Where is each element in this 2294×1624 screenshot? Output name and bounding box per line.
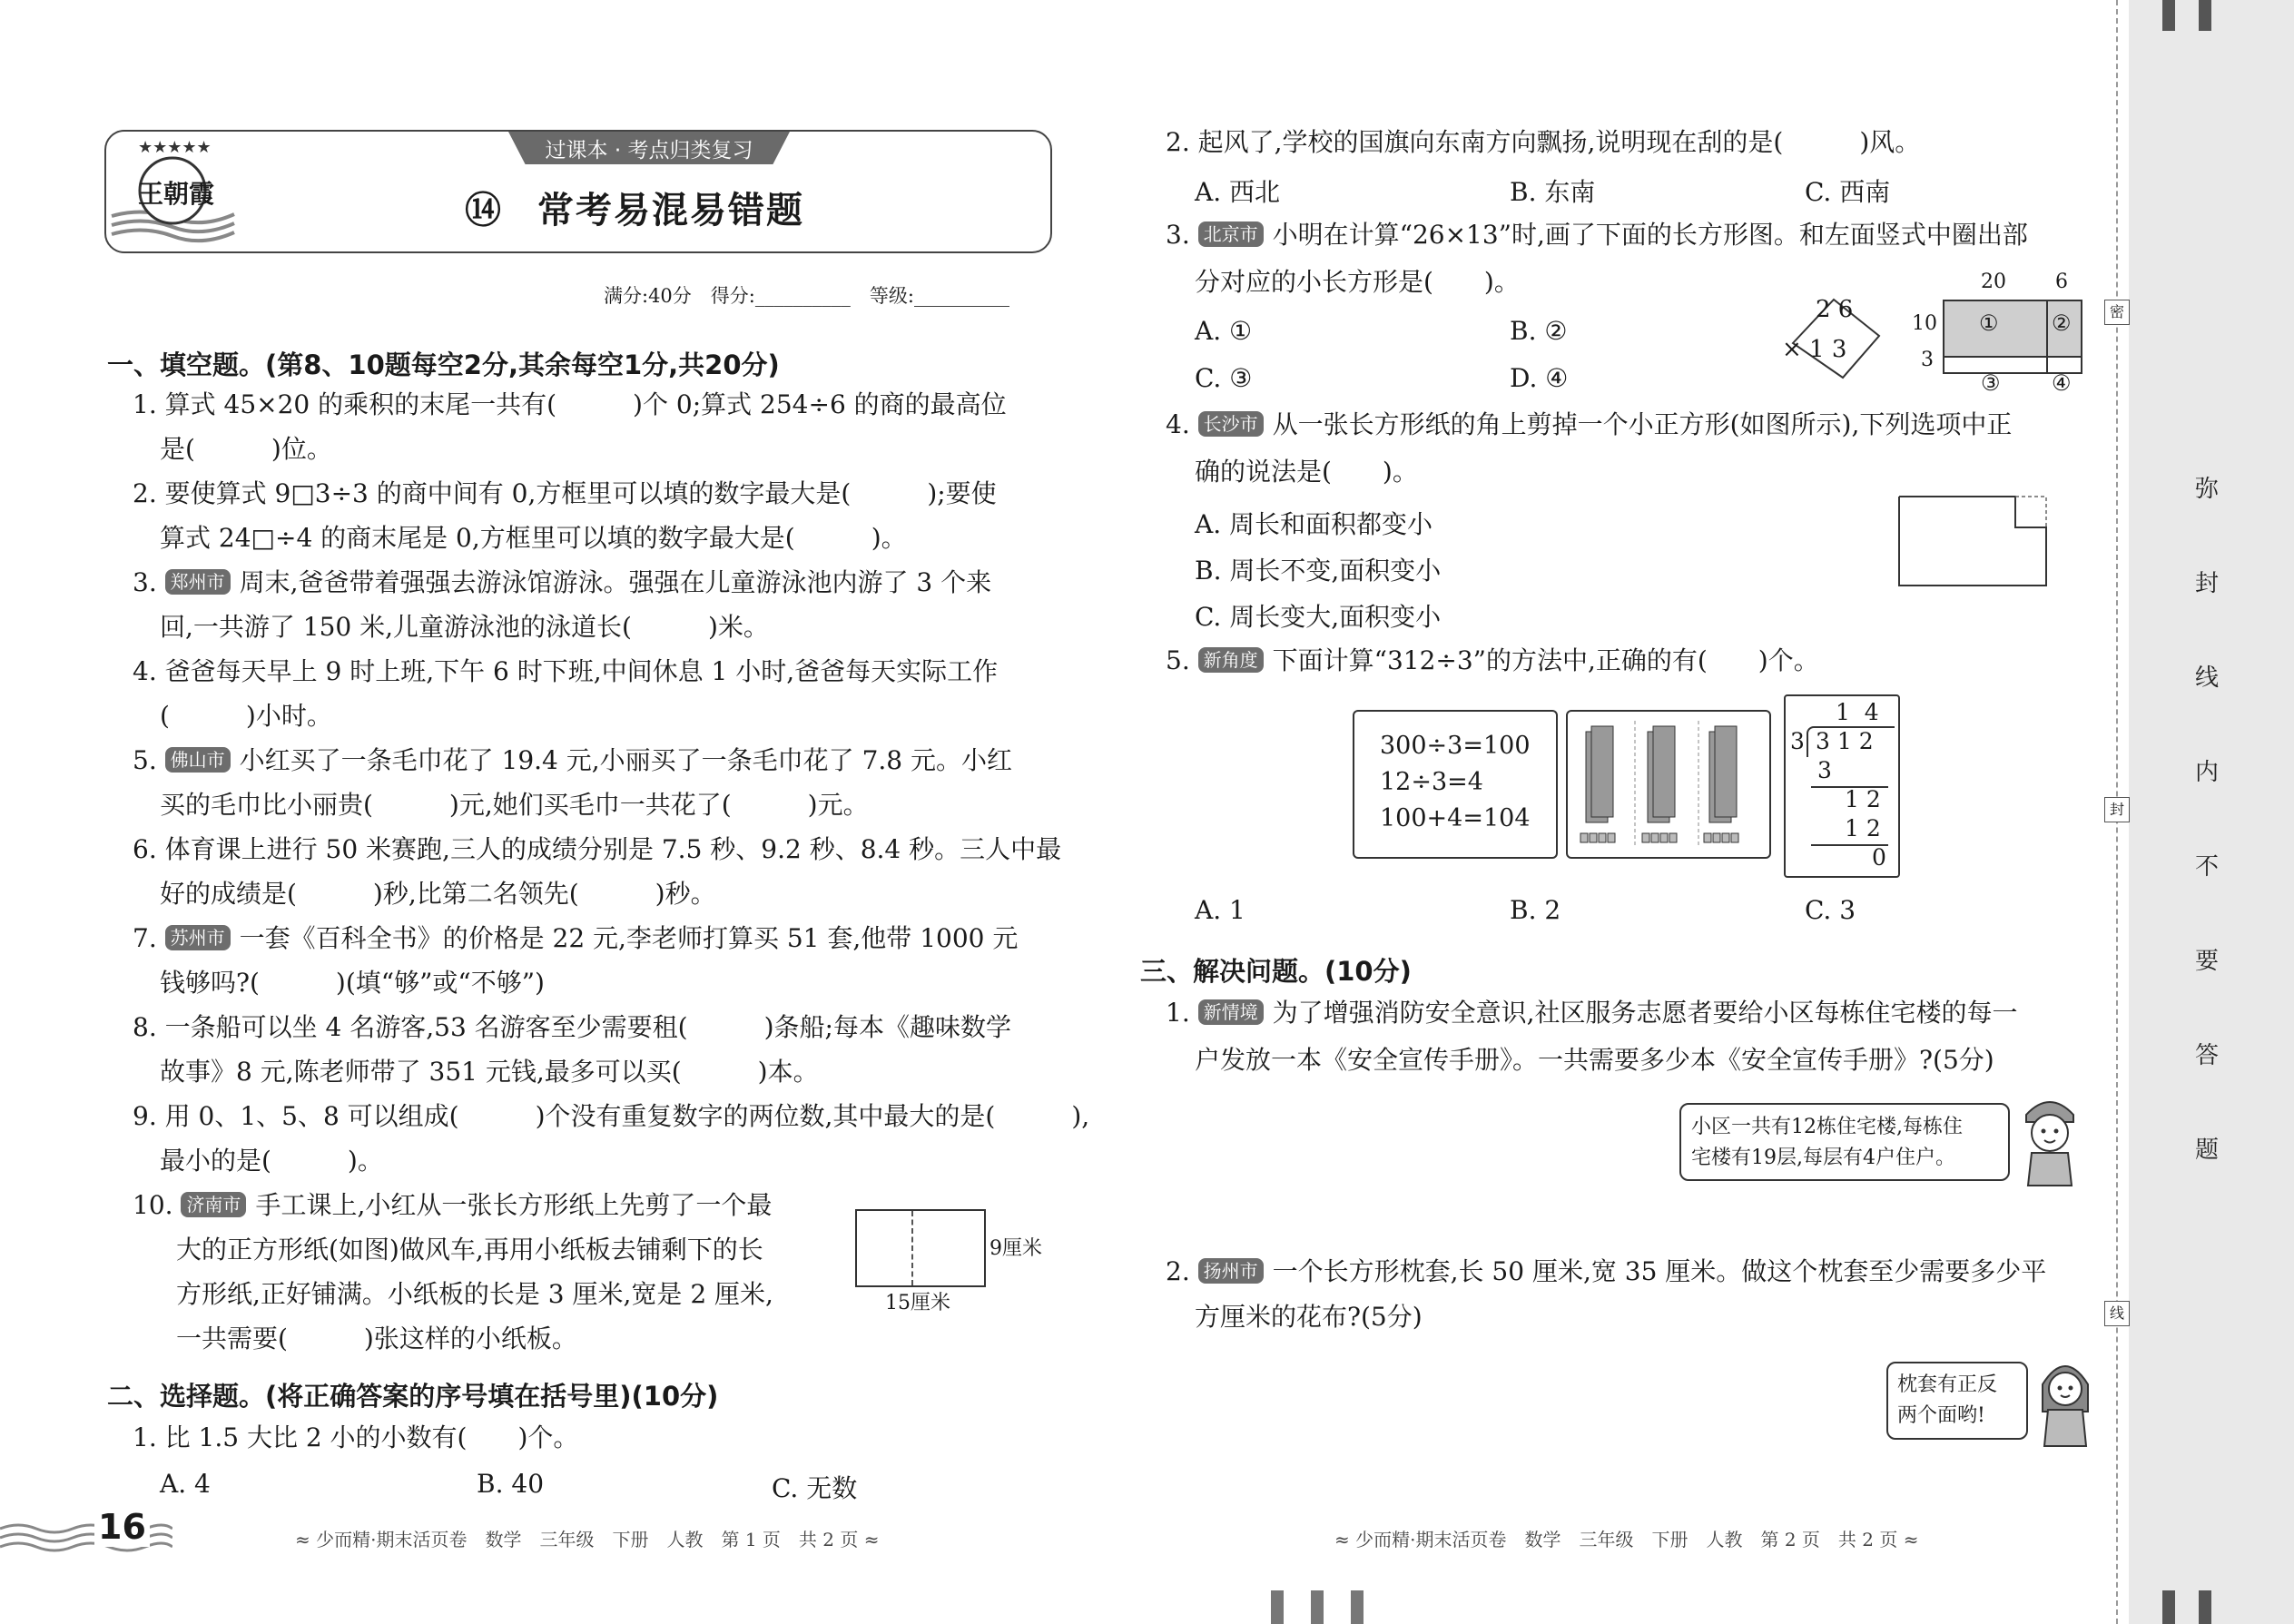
s3-line2: 分对应的小长方形是( )。: [1195, 267, 1520, 297]
q10-line4: 一共需要( )张这样的小纸板。: [176, 1324, 577, 1353]
q7-line1: 7. 苏州市 一套《百科全书》的价格是 22 元,李老师打算买 51 套,他带 1000 元: [133, 923, 1019, 953]
girl-illustration: [2013, 1088, 2086, 1187]
q1-line2: 是( )位。: [160, 434, 332, 464]
s4-line1: 4. 长沙市 从一张长方形纸的角上剪掉一个小正方形(如图所示),下列选项中正: [1166, 409, 2013, 439]
s5-option-c: C. 3: [1805, 895, 1856, 925]
q4-line2: ( )小时。: [160, 701, 332, 731]
p1-text: 为了增强消防安全意识,社区服务志愿者要给小区每栋住宅楼的每一: [1272, 998, 2018, 1028]
q10-line3: 方形纸,正好铺满。小纸板的长是 3 厘米,宽是 2 厘米,: [176, 1279, 773, 1309]
s5-div-dividend: 3 1 2: [1816, 728, 1874, 754]
page-title: 常考易混易错题: [537, 190, 804, 231]
region-tag: 苏州市: [165, 925, 231, 950]
s4-option-b: B. 周长不变,面积变小: [1195, 556, 1442, 586]
s1-text: 1. 比 1.5 大比 2 小的小数有( )个。: [133, 1422, 579, 1452]
s2-text: 2. 起风了,学校的国旗向东南方向飘扬,说明现在刮的是( )风。: [1166, 127, 1921, 157]
strip-bottom-marks: [2162, 1590, 2235, 1624]
q10-line1: 10. 济南市 手工课上,小红从一张长方形纸上先剪了一个最: [133, 1190, 773, 1220]
q9-line1: 9. 用 0、1、5、8 可以组成( )个没有重复数字的两位数,其中最大的是( ),: [133, 1101, 1090, 1131]
bottom-marks: [1271, 1590, 1371, 1624]
q10-text: 手工课上,小红从一张长方形纸上先剪了一个最: [255, 1190, 773, 1220]
q5-line1: 5. 佛山市 小红买了一条毛巾花了 19.4 元,小丽买了一条毛巾花了 7.8 元。小红: [133, 745, 1013, 775]
q10-height-label: 9厘米: [989, 1237, 1042, 1260]
region-tag: 郑州市: [165, 569, 231, 595]
strip-char: 要: [2195, 948, 2220, 975]
s3-cell-3: ③: [1981, 370, 2001, 396]
s5-text: 下面计算“312÷3”的方法中,正确的有( )个。: [1272, 645, 1819, 675]
s1-option-a: A. 4: [160, 1469, 211, 1499]
q5-text: 小红买了一条毛巾花了 19.4 元,小丽买了一条毛巾花了 7.8 元。小红: [239, 745, 1013, 775]
binding-strip: [2129, 0, 2294, 1624]
q3-text: 周末,爸爸带着强强去游泳馆游泳。强强在儿童游泳池内游了 3 个来: [239, 567, 992, 597]
s5-method-2: [1566, 710, 1771, 859]
s4-line2: 确的说法是( )。: [1195, 457, 1418, 487]
s3-text: 小明在计算“26×13”时,画了下面的长方形图。和左面竖式中圈出部: [1272, 220, 2028, 250]
strip-char: 弥: [2195, 476, 2220, 503]
s1-option-b: B. 40: [477, 1469, 545, 1499]
s5-line1: 5. 新角度 下面计算“312÷3”的方法中,正确的有( )个。: [1166, 645, 1819, 675]
s2-option-a: A. 西北: [1195, 177, 1281, 207]
section-2-title: 二、选择题。(将正确答案的序号填在括号里)(10分): [107, 1381, 719, 1412]
p1-line1: 1. 新情境 为了增强消防安全意识,社区服务志愿者要给小区每栋住宅楼的每一: [1166, 998, 2018, 1028]
s3-option-b: B. ②: [1510, 316, 1568, 346]
p1-bubble-line1: 小区一共有12栋住宅楼,每栋住: [1691, 1116, 1963, 1138]
s3-option-c: C. ③: [1195, 363, 1253, 393]
s3-option-d: D. ④: [1510, 363, 1569, 393]
footer-right: ≈ 少而精·期末活页卷 数学 三年级 下册 人教 第 2 页 共 2 页 ≈: [1334, 1529, 1919, 1550]
region-tag: 佛山市: [165, 747, 231, 773]
s3-calc-bottom: × 1 3: [1782, 336, 1847, 363]
s3-label-10: 10: [1912, 312, 1937, 335]
q1-line1: 1. 算式 45×20 的乘积的末尾一共有( )个 0;算式 254÷6 的商的最高位: [133, 389, 1007, 419]
s5-option-a: A. 1: [1195, 895, 1245, 925]
svg-text:★★★★★: ★★★★★: [138, 138, 212, 157]
strip-char: 不: [2195, 853, 2220, 881]
q6-line1: 6. 体育课上进行 50 米赛跑,三人的成绩分别是 7.5 秒、9.2 秒、8.4 秒。三人中最: [133, 834, 1062, 864]
s2-option-b: B. 东南: [1510, 177, 1596, 207]
banner-text: 过课本 · 考点归类复习: [545, 139, 753, 162]
strip-char: 内: [2195, 759, 2220, 786]
q4-line1: 4. 爸爸每天早上 9 时上班,下午 6 时下班,中间休息 1 小时,爸爸每天实际工作: [133, 656, 999, 686]
q5-line2: 买的毛巾比小丽贵( )元,她们买毛巾一共花了( )元。: [160, 790, 869, 820]
footer-left: ≈ 少而精·期末活页卷 数学 三年级 下册 人教 第 1 页 共 2 页 ≈: [295, 1529, 880, 1550]
s5-option-b: B. 2: [1510, 895, 1561, 925]
s4-option-c: C. 周长变大,面积变小: [1195, 602, 1442, 632]
s5-div-step1: 3: [1817, 757, 1832, 783]
strip-char: 题: [2195, 1137, 2220, 1164]
q2-line2: 算式 24□÷4 的商末尾是 0,方框里可以填的数字最大是( )。: [160, 523, 907, 553]
q10-width-label: 15厘米: [885, 1292, 950, 1314]
q8-line1: 8. 一条船可以坐 4 名游客,53 名游客至少需要租( )条船;每本《趣味数学: [133, 1012, 1011, 1042]
q7-text: 一套《百科全书》的价格是 22 元,李老师打算买 51 套,他带 1000 元: [239, 923, 1019, 953]
seal-box-1: 密: [2104, 300, 2130, 325]
region-tag: 济南市: [181, 1192, 246, 1217]
seal-box-2: 封: [2104, 797, 2130, 822]
s3-cell-1: ①: [1979, 310, 1999, 336]
q3-line1: 3. 郑州市 周末,爸爸带着强强去游泳馆游泳。强强在儿童游泳池内游了 3 个来: [133, 567, 992, 597]
s1-option-c: C. 无数: [772, 1473, 858, 1503]
q3-line2: 回,一共游了 150 米,儿童游泳池的泳道长( )米。: [160, 612, 769, 642]
s4-option-a: A. 周长和面积都变小: [1195, 509, 1433, 539]
q6-line2: 好的成绩是( )秒,比第二名领先( )秒。: [160, 879, 716, 909]
s3-label-6: 6: [2055, 271, 2068, 293]
s5-div-step2: 1 2: [1845, 786, 1881, 812]
s3-label-20: 20: [1981, 271, 2006, 293]
s4-figure: [1897, 495, 2050, 587]
p1-line2: 户发放一本《安全宣传手册》。一共需要多少本《安全宣传手册》?(5分): [1195, 1045, 1994, 1075]
region-tag: 北京市: [1198, 221, 1264, 247]
girl-illustration-2: [2033, 1348, 2097, 1448]
region-tag: 扬州市: [1198, 1258, 1264, 1284]
p2-bubble-line1: 枕套有正反: [1897, 1373, 1998, 1396]
p2-bubble-line2: 两个面哟!: [1897, 1404, 1985, 1427]
q8-line2: 故事》8 元,陈老师带了 351 元钱,最多可以买( )本。: [160, 1057, 819, 1087]
s3-line1: 3. 北京市 小明在计算“26×13”时,画了下面的长方形图。和左面竖式中圈出部: [1166, 220, 2028, 250]
s5-div-divisor: 3: [1790, 728, 1805, 754]
s5-method-1-line3: 100+4=104: [1380, 804, 1531, 832]
section-3-title: 三、解决问题。(10分): [1140, 956, 1412, 987]
s3-cell-2: ②: [2052, 310, 2072, 336]
s3-calc-top: 2 6: [1816, 296, 1854, 323]
s3-option-a: A. ①: [1195, 316, 1253, 346]
p2-line2: 方厘米的花布?(5分): [1195, 1302, 1423, 1332]
page-number: 16: [94, 1507, 150, 1547]
logo-text: 王朝霞: [138, 179, 215, 209]
s5-div-step3: 1 2: [1845, 815, 1881, 842]
q10-figure: [855, 1209, 986, 1287]
q10-line2: 大的正方形纸(如图)做风车,再用小纸板去铺剩下的长: [176, 1235, 763, 1265]
s3-label-3: 3: [1921, 349, 1934, 371]
strip-char: 答: [2195, 1042, 2220, 1069]
p2-text: 一个长方形枕套,长 50 厘米,宽 35 厘米。做这个枕套至少需要多少平: [1272, 1256, 2047, 1286]
s5-div-quotient: 1 4: [1836, 699, 1879, 725]
region-tag: 新角度: [1198, 647, 1264, 673]
context-tag: 新情境: [1198, 999, 1264, 1025]
title-number: ⑭: [465, 190, 501, 231]
score-line: 满分:40分 得分:__________ 等级:__________: [604, 285, 1009, 307]
s5-method-1-line2: 12÷3=4: [1380, 768, 1483, 796]
section-1-title: 一、填空题。(第8、10题每空2分,其余每空1分,共20分): [107, 349, 780, 380]
strip-char: 封: [2195, 570, 2220, 597]
s5-method-1-line1: 300÷3=100: [1380, 732, 1531, 760]
q9-line2: 最小的是( )。: [160, 1146, 383, 1176]
p1-bubble-line2: 宅楼有19层,每层有4户住户。: [1691, 1147, 1955, 1169]
strip-char: 线: [2195, 664, 2220, 692]
s4-text: 从一张长方形纸的角上剪掉一个小正方形(如图所示),下列选项中正: [1272, 409, 2013, 439]
strip-top-marks: [2162, 0, 2235, 31]
q7-line2: 钱够吗?( )(填“够”或“不够”): [160, 968, 545, 998]
s5-div-step4: 0: [1872, 844, 1886, 871]
s3-cell-4: ④: [2052, 370, 2072, 396]
seal-box-3: 线: [2104, 1301, 2130, 1326]
p2-line1: 2. 扬州市 一个长方形枕套,长 50 厘米,宽 35 厘米。做这个枕套至少需要多少平: [1166, 1256, 2047, 1286]
q2-line1: 2. 要使算式 9□3÷3 的商中间有 0,方框里可以填的数字最大是( );要使: [133, 478, 997, 508]
s2-option-c: C. 西南: [1805, 177, 1891, 207]
region-tag: 长沙市: [1198, 411, 1264, 437]
